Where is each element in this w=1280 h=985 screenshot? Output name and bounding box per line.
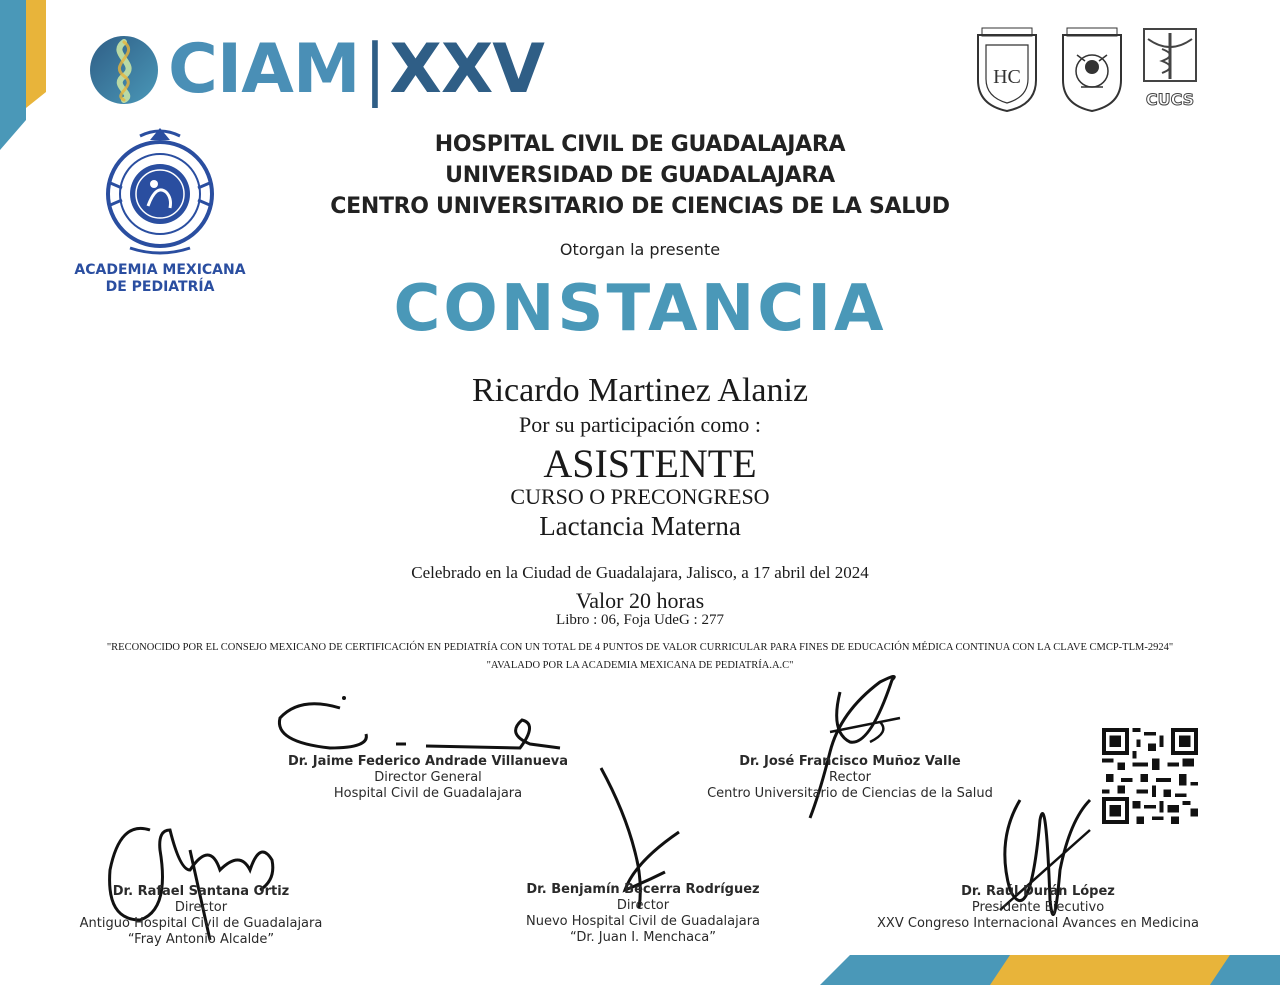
signatory-org2: “Fray Antonio Alcalde” — [127, 932, 275, 947]
signatory-org2: “Dr. Juan I. Menchaca” — [570, 930, 716, 945]
ciam-emblem-icon — [88, 34, 160, 106]
cucs-logo-icon — [1140, 25, 1200, 113]
signatory-title: Director — [174, 900, 228, 915]
universidad-seal-icon — [1057, 25, 1127, 113]
academia-line1: ACADEMIA MEXICANA — [74, 262, 246, 278]
signatory-org: Centro Universitario de Ciencias de la Salud — [707, 786, 993, 801]
signatory-org: XXV Congreso Internacional Avances en Medicina — [877, 916, 1199, 931]
certificate-title: CONSTANCIA — [393, 272, 887, 346]
signatory-3 — [56, 884, 346, 948]
signature-andrade — [270, 690, 570, 760]
participation-text: Por su participación como : — [519, 412, 761, 437]
celebrated-text: Celebrado en la Ciudad de Guadalajara, Jalisco, a 17 abril del 2024 — [411, 563, 869, 582]
cucs-text: CUCS — [1145, 90, 1195, 109]
course-name: Lactancia Materna — [539, 511, 741, 541]
recognition-text: "RECONOCIDO POR EL CONSEJO MEXICANO DE CERTIFICACIÓN EN PEDIATRÍA CON UN TOTAL DE 4 PUNTOS DE VALOR CURRICULAR PARA FINES DE EDUCACIÓN MÉDICA CONTINUA CON LA CLAVE CMCP-TLM-2924" — [106, 642, 1174, 653]
role-text: ASISTENTE — [543, 441, 757, 486]
signatory-title: Director General — [374, 770, 482, 785]
registry-text: Libro : 06, Foja UdeG : 277 — [556, 612, 724, 628]
signatory-title: Director — [616, 898, 670, 913]
institution-line-1: HOSPITAL CIVIL DE GUADALAJARA — [434, 132, 846, 157]
brand-edition: XXV — [389, 30, 544, 109]
recipient-name: Ricardo Martinez Alaniz — [471, 372, 809, 409]
hospital-civil-seal-icon — [972, 25, 1042, 113]
signatory-name: Dr. José Francisco Muñoz Valle — [739, 754, 961, 769]
signatory-5 — [860, 884, 1216, 932]
value-text: Valor 20 horas — [575, 588, 705, 613]
institution-line-2: UNIVERSIDAD DE GUADALAJARA — [445, 163, 835, 188]
signatory-2 — [690, 754, 1010, 802]
seal-hc-text: HC — [993, 66, 1021, 88]
otorgan-text: Otorgan la presente — [559, 240, 721, 259]
qr-code-icon[interactable] — [1102, 728, 1198, 824]
brand-title — [168, 30, 544, 110]
signatory-4 — [498, 882, 788, 946]
signatory-name: Dr. Jaime Federico Andrade Villanueva — [287, 754, 569, 769]
signatory-name: Dr. Benjamín Becerra Rodríguez — [526, 882, 760, 897]
signatory-name: Dr. Rafael Santana Ortiz — [112, 884, 290, 899]
signatory-org: Hospital Civil de Guadalajara — [333, 786, 523, 801]
academia-line2: DE PEDIATRÍA — [105, 279, 215, 295]
endorsed-text: "AVALADO POR LA ACADEMIA MEXICANA DE PEDIATRÍA.A.C" — [486, 660, 794, 671]
institution-line-3: CENTRO UNIVERSITARIO DE CIENCIAS DE LA SALUD — [330, 194, 950, 219]
signatory-org: Nuevo Hospital Civil de Guadalajara — [526, 914, 760, 929]
brand-separator: | — [363, 30, 386, 109]
signatory-title: Presidente Ejecutivo — [971, 900, 1105, 915]
signatory-title: Rector — [829, 770, 871, 785]
signatory-org: Antiguo Hospital Civil de Guadalajara — [79, 916, 323, 931]
signatory-1 — [268, 754, 588, 802]
signatory-name: Dr. Raúl Durán López — [961, 884, 1115, 899]
brand-ciam: CIAM — [168, 30, 360, 109]
corner-decoration-bottom-right — [820, 950, 1280, 985]
course-type: CURSO O PRECONGRESO — [510, 484, 770, 509]
